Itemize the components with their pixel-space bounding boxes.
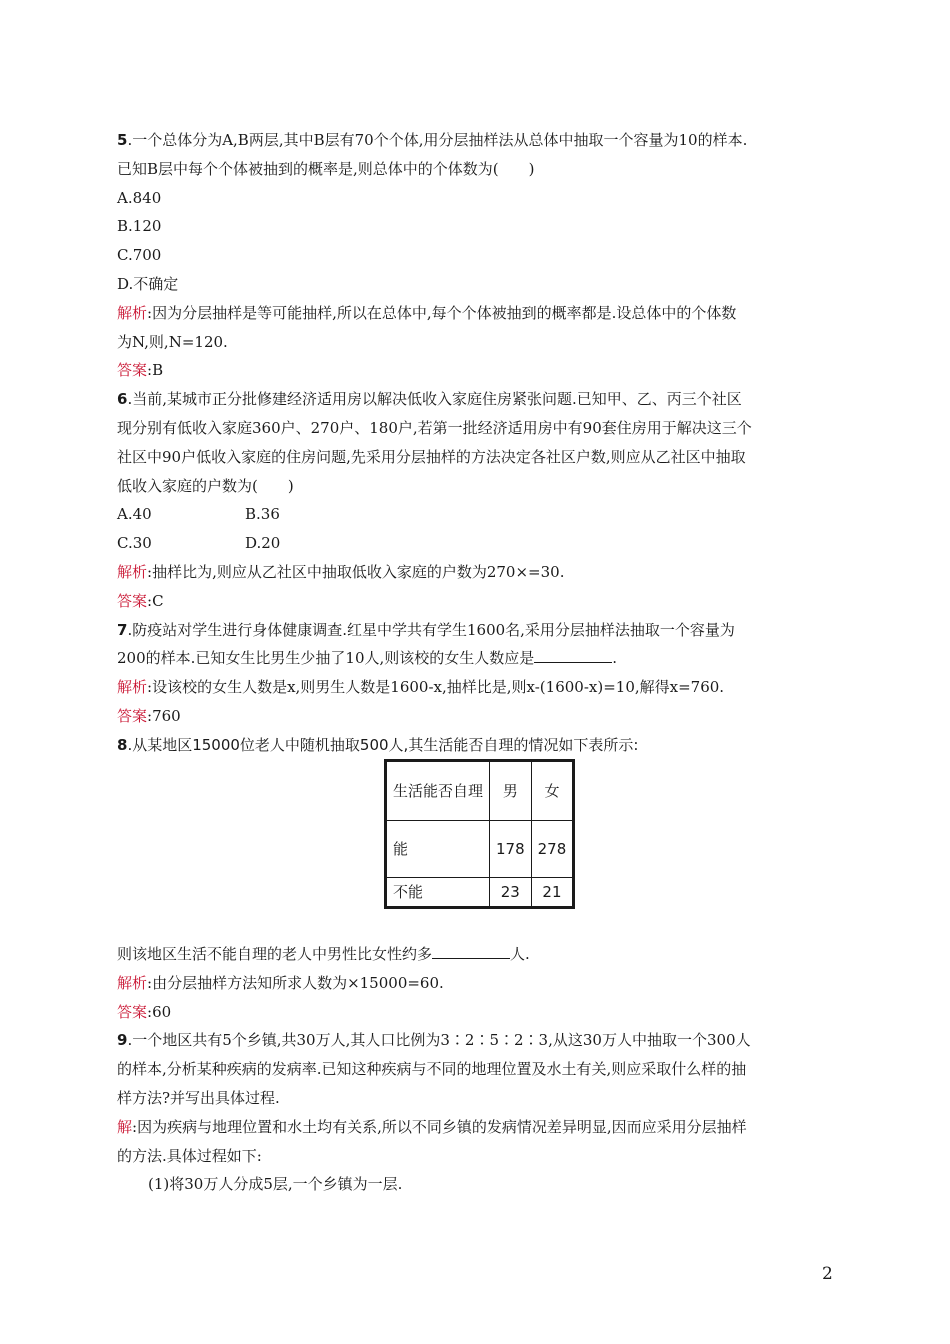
- answer-label: 答案: [117, 1002, 148, 1021]
- q6-stem-line2: 现分别有低收入家庭360户、270户、180户,若第一批经济适用房中有90套住房用于解决这三个: [117, 418, 752, 437]
- analysis-label: 解析: [117, 303, 148, 322]
- q8-number: 8: [117, 735, 128, 754]
- document-body: [117, 126, 837, 760]
- self-care-table: [384, 759, 575, 909]
- q6-options-row1: [117, 500, 837, 529]
- q6-answer: 答案:C: [117, 591, 164, 610]
- q5-analysis-line2: 为N,则,N=120.: [117, 332, 228, 351]
- document-body-continued: [117, 940, 837, 1199]
- q8-answer: 答案:60: [117, 1002, 172, 1021]
- answer-label: 答案: [117, 591, 148, 610]
- q6-option-a: A.40: [117, 505, 152, 524]
- q7-stem-line2: 200的样本.已知女生比男生少抽了10人,则该校的女生人数应是 .: [117, 649, 618, 668]
- q6-stem-line1: 6.当前,某城市正分批修建经济适用房以解决低收入家庭住房紧张问题.已知甲、乙、丙三个社区: [117, 390, 742, 409]
- analysis-label: 解析: [117, 678, 148, 697]
- q6-options-row2: [117, 529, 837, 558]
- answer-label: 答案: [117, 706, 148, 725]
- q6-option-d: D.20: [245, 534, 281, 553]
- q6-stem-line4: 低收入家庭的户数为( ): [117, 476, 294, 495]
- q9-stem-line2: 的样本,分析某种疾病的发病率.已知这种疾病与不同的地理位置及水土有关,则应采取什么样的抽: [117, 1060, 747, 1079]
- fill-blank: [534, 648, 612, 663]
- table-row: [386, 761, 574, 821]
- table-cell: 178: [490, 821, 532, 878]
- q5-stem-line2: 已知B层中每个个体被抽到的概率是,则总体中的个体数为( ): [117, 159, 535, 178]
- q5-number: 5: [117, 131, 128, 149]
- q9-step-1: (1)将30万人分成5层,一个乡镇为一层.: [148, 1175, 403, 1194]
- table-cell: 278: [531, 821, 574, 878]
- fill-blank: [432, 944, 510, 959]
- table-header-cell: 男: [490, 761, 532, 821]
- q6-number: 6: [117, 390, 128, 409]
- q9-stem-line1: 9.一个地区共有5个乡镇,共30万人,其人口比例为3∶2∶5∶2∶3,从这30万人中抽取一个300人: [117, 1031, 751, 1050]
- table-row: [386, 878, 574, 908]
- q5-option-b: B.120: [117, 217, 162, 236]
- table-cell: 23: [490, 878, 532, 908]
- q9-number: 9: [117, 1031, 128, 1050]
- q5-analysis-line1: 解析:因为分层抽样是等可能抽样,所以在总体中,每个个体被抽到的概率都是.设总体中的个体数: [117, 303, 737, 322]
- q6-option-b: B.36: [245, 505, 280, 524]
- q8-after-table: 则该地区生活不能自理的老人中男性比女性约多 人.: [117, 945, 530, 963]
- table-cell: 21: [531, 878, 574, 908]
- q9-solution-line2: 的方法.具体过程如下:: [117, 1146, 262, 1165]
- solution-label: 解: [117, 1117, 133, 1136]
- answer-label: 答案: [117, 361, 148, 380]
- q7-number: 7: [117, 620, 128, 639]
- q7-answer: 答案:760: [117, 706, 181, 725]
- q6-option-c: C.30: [117, 534, 152, 553]
- analysis-label: 解析: [117, 973, 148, 992]
- q5-option-a: A.840: [117, 188, 162, 207]
- table-row: [386, 821, 574, 878]
- table-cell: 能: [386, 821, 490, 878]
- q8-analysis: 解析:由分层抽样方法知所求人数为×15000=60.: [117, 973, 444, 992]
- q5-option-c: C.700: [117, 246, 162, 265]
- q9-stem-line3: 样方法?并写出具体过程.: [117, 1088, 280, 1107]
- q5-option-d: D.不确定: [117, 274, 179, 293]
- q5-stem-line1: 5.一个总体分为A,B两层,其中B层有70个个体,用分层抽样法从总体中抽取一个容量为10的样本.: [117, 131, 748, 149]
- table-header-cell: 女: [531, 761, 574, 821]
- table-header-cell: 生活能否自理: [386, 761, 490, 821]
- q7-stem-line1: 7.防疫站对学生进行身体健康调查.红星中学共有学生1600名,采用分层抽样法抽取一个容量为: [117, 620, 735, 639]
- q7-analysis: 解析:设该校的女生人数是x,则男生人数是1600-x,抽样比是,则x-(1600-x)=10,解得x=760.: [117, 678, 725, 697]
- q5-answer: 答案:B: [117, 361, 164, 380]
- q6-stem-line3: 社区中90户低收入家庭的住房问题,先采用分层抽样的方法决定各社区户数,则应从乙社区中抽取: [117, 447, 746, 466]
- q9-solution-line1: 解:因为疾病与地理位置和水土均有关系,所以不同乡镇的发病情况差异明显,因而应采用分层抽样: [117, 1117, 747, 1136]
- q6-analysis: 解析:抽样比为,则应从乙社区中抽取低收入家庭的户数为270×=30.: [117, 562, 565, 581]
- table-cell: 不能: [386, 878, 490, 908]
- q8-stem-line1: 8.从某地区15000位老人中随机抽取500人,其生活能否自理的情况如下表所示:: [117, 735, 639, 754]
- page-number: 2: [822, 1264, 833, 1284]
- analysis-label: 解析: [117, 562, 148, 581]
